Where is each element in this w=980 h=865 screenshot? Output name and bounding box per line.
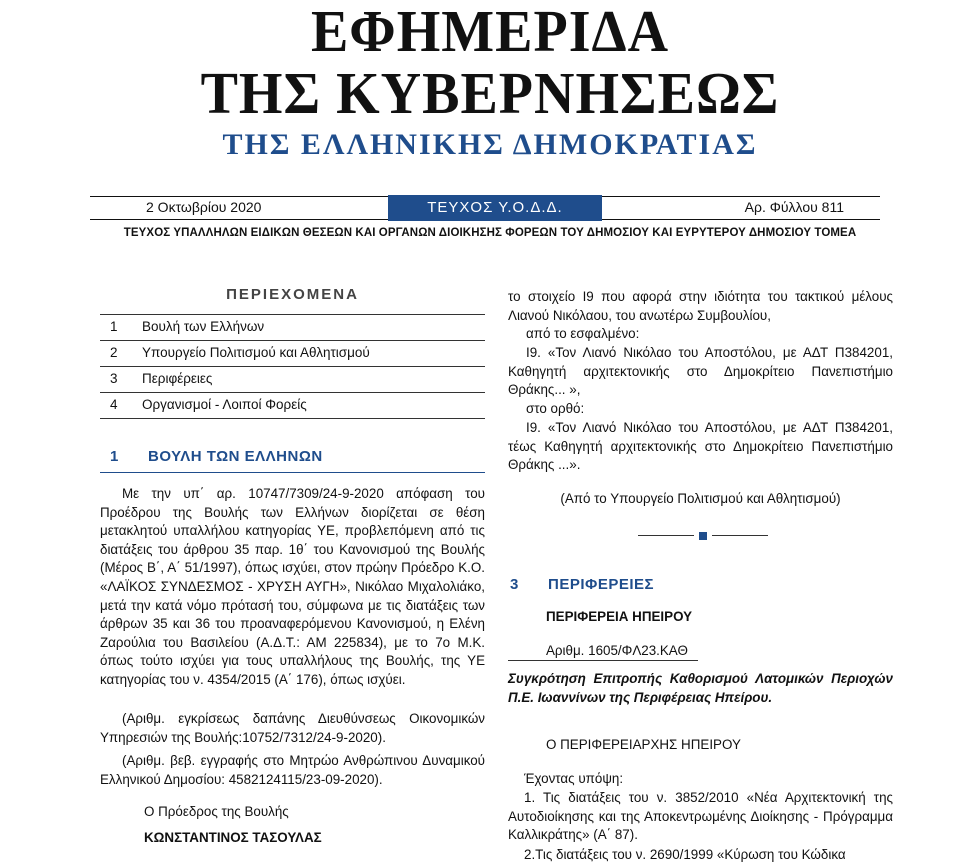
toc-item-number: 3 <box>110 371 118 386</box>
region-name: ΠΕΡΙΦΕΡΕΙΑ ΗΠΕΙΡΟΥ <box>546 609 693 624</box>
section-title: ΠΕΡΙΦΕΡΕΙΕΣ <box>548 576 655 593</box>
toc-item-label: Περιφέρειες <box>142 371 213 386</box>
section-3-heading <box>508 572 893 600</box>
issue-type-badge: ΤΕΥΧΟΣ Υ.Ο.Δ.Δ. <box>388 195 602 221</box>
table-of-contents <box>100 314 485 419</box>
toc-item[interactable] <box>100 393 485 419</box>
section-1-note-expense: (Αριθμ. εγκρίσεως δαπάνης Διευθύνσεως Οικονομικών Υπηρεσιών της Βουλής:10752/7312/24-9-2020). <box>100 711 485 745</box>
section-number: 3 <box>510 576 519 593</box>
gazette-subtitle: ΤΗΣ ΕΛΛΗΝΙΚΗΣ ΔΗΜΟΚΡΑΤΙΑΣ <box>222 128 758 161</box>
correction-wrong-label: από το εσφαλμένο: <box>526 326 640 341</box>
correction-wrong-text: Ι9. «Τον Λιανό Νικόλαο του Αποστόλου, με ΑΔΤ Π384201, Καθηγητή αρχιτεκτονικής στο Δημοκρίτειο Πανεπιστήμιο Θράκης... », <box>508 345 893 398</box>
legal-basis-item-2: 2.Τις διατάξεις του ν. 2690/1999 «Κύρωση του Κώδικα <box>524 847 846 862</box>
toc-item-number: 4 <box>110 397 118 412</box>
toc-item[interactable] <box>100 367 485 393</box>
decision-rule <box>508 660 698 661</box>
gazette-title-line1: ΕΦΗΜΕΡΙΔΑ <box>310 0 670 65</box>
section-title: ΒΟΥΛΗ ΤΩΝ ΕΛΛΗΝΩΝ <box>148 448 323 465</box>
toc-item[interactable] <box>100 315 485 341</box>
toc-item-label: Οργανισμοί - Λοιποί Φορείς <box>142 397 307 412</box>
correction-right-text: Ι9. «Τον Λιανό Νικόλαο του Αποστόλου, με ΑΔΤ Π384201, τέως Καθηγητή αρχιτεκτονικής στο Δημοκρίτειο Πανεπιστήμιο Θράκης ...». <box>508 420 893 473</box>
toc-item-label: Βουλή των Ελλήνων <box>142 319 265 334</box>
toc-item[interactable] <box>100 341 485 367</box>
signer-name: ΚΩΝΣΤΑΝΤΙΝΟΣ ΤΑΣΟΥΛΑΣ <box>144 830 322 845</box>
issuing-ministry: (Από το Υπουργείο Πολιτισμού και Αθλητισμού) <box>560 491 841 506</box>
decision-title: Συγκρότηση Επιτροπής Καθορισμού Λατομικών Περιοχών Π.Ε. Ιωαννίνων της Περιφέρειας Ηπείρου. <box>508 671 893 705</box>
section-separator <box>638 532 768 540</box>
issue-info-bar <box>90 196 880 220</box>
section-1-heading <box>100 444 485 473</box>
section-1-note-registry: (Αριθμ. βεβ. εγγραφής στο Μητρώο Ανθρώπινου Δυναμικού Ελληνικού Δημοσίου: 4582124115/23-09-2020). <box>100 753 485 787</box>
having-regard: Έχοντας υπόψη: <box>524 771 624 786</box>
toc-heading: ΠΕΡΙΕΧΟΜΕΝΑ <box>226 286 359 303</box>
section-1-paragraph: Με την υπ΄ αρ. 10747/7309/24-9-2020 απόφαση του Προέδρου της Βουλής των Ελλήνων διορίζεται σε θέση μετακλητού υπαλλήλου κατηγορίας ΥΕ, προβλεπόμενη από τις διατάξεις του άρθρου 35 παρ. 1θ΄ του Κανονισμού της Βουλής (Μέρος Β΄, Α΄ 51/1997), όπως ισχύει, στον πρώην Πρόεδρο Κ.Ο. «ΛΑΪΚΟΣ ΣΥΝΔΕΣΜΟΣ - ΧΡΥΣΗ ΑΥΓΗ», Νικόλαο Μιχαλολιάκο, μετά την κατά νόμο πρότασή του, σύμφωνα με τις διατάξεις των άρθρων 35 και 36 του προαναφερόμενου Κανονισμού, η Ελένη Ζαρούλια του Βασιλείου (Α.Δ.Τ.: ΑΜ 225834), με το 7ο Μ.Κ. όπως τούτο ισχύει για τους υπαλλήλους της Βουλής, της ΥΕ κατηγορίας του ν. 4354/2015 (Α΄ 176), όπως ισχύει. <box>100 486 485 687</box>
gazette-title-line2: ΤΗΣ ΚΥΒΕΡΝΗΣΕΩΣ <box>200 61 780 127</box>
section-number: 1 <box>110 448 119 465</box>
toc-item-number: 1 <box>110 319 118 334</box>
separator-square-icon <box>699 532 707 540</box>
toc-item-label: Υπουργείο Πολιτισμού και Αθλητισμού <box>142 345 370 360</box>
issue-date: 2 Οκτωβρίου 2020 <box>146 199 262 215</box>
decision-number: Αριθμ. 1605/ΦΛ23.ΚΑΘ <box>546 643 688 658</box>
sheet-number: Αρ. Φύλλου 811 <box>744 199 844 215</box>
regional-head: Ο ΠΕΡΙΦΕΡΕΙΑΡΧΗΣ ΗΠΕΙΡΟΥ <box>546 737 741 752</box>
correction-right-label: στο ορθό: <box>526 401 585 416</box>
legal-basis-item-1: 1. Τις διατάξεις του ν. 3852/2010 «Νέα Αρχιτεκτονική της Αυτοδιοίκησης και της Αποκεντρωμένης Διοίκησης - Πρόγραμμα Καλλικράτης» (Α΄ 87). <box>508 790 893 843</box>
correction-intro: το στοιχείο Ι9 που αφορά στην ιδιότητα του τακτικού μέλους Λιανού Νικόλαου, του ανωτέρω Συμβουλίου, <box>508 289 893 323</box>
signer-role: Ο Πρόεδρος της Βουλής <box>144 804 289 819</box>
toc-item-number: 2 <box>110 345 118 360</box>
issue-description: ΤΕΥΧΟΣ ΥΠΑΛΛΗΛΩΝ ΕΙΔΙΚΩΝ ΘΕΣΕΩΝ ΚΑΙ ΟΡΓΑΝΩΝ ΔΙΟΙΚΗΣΗΣ ΦΟΡΕΩΝ ΤΟΥ ΔΗΜΟΣΙΟΥ ΚΑΙ ΕΥΡΥΤΕΡΟΥ ΔΗΜΟΣΙΟΥ ΤΟΜΕΑ <box>123 227 857 239</box>
